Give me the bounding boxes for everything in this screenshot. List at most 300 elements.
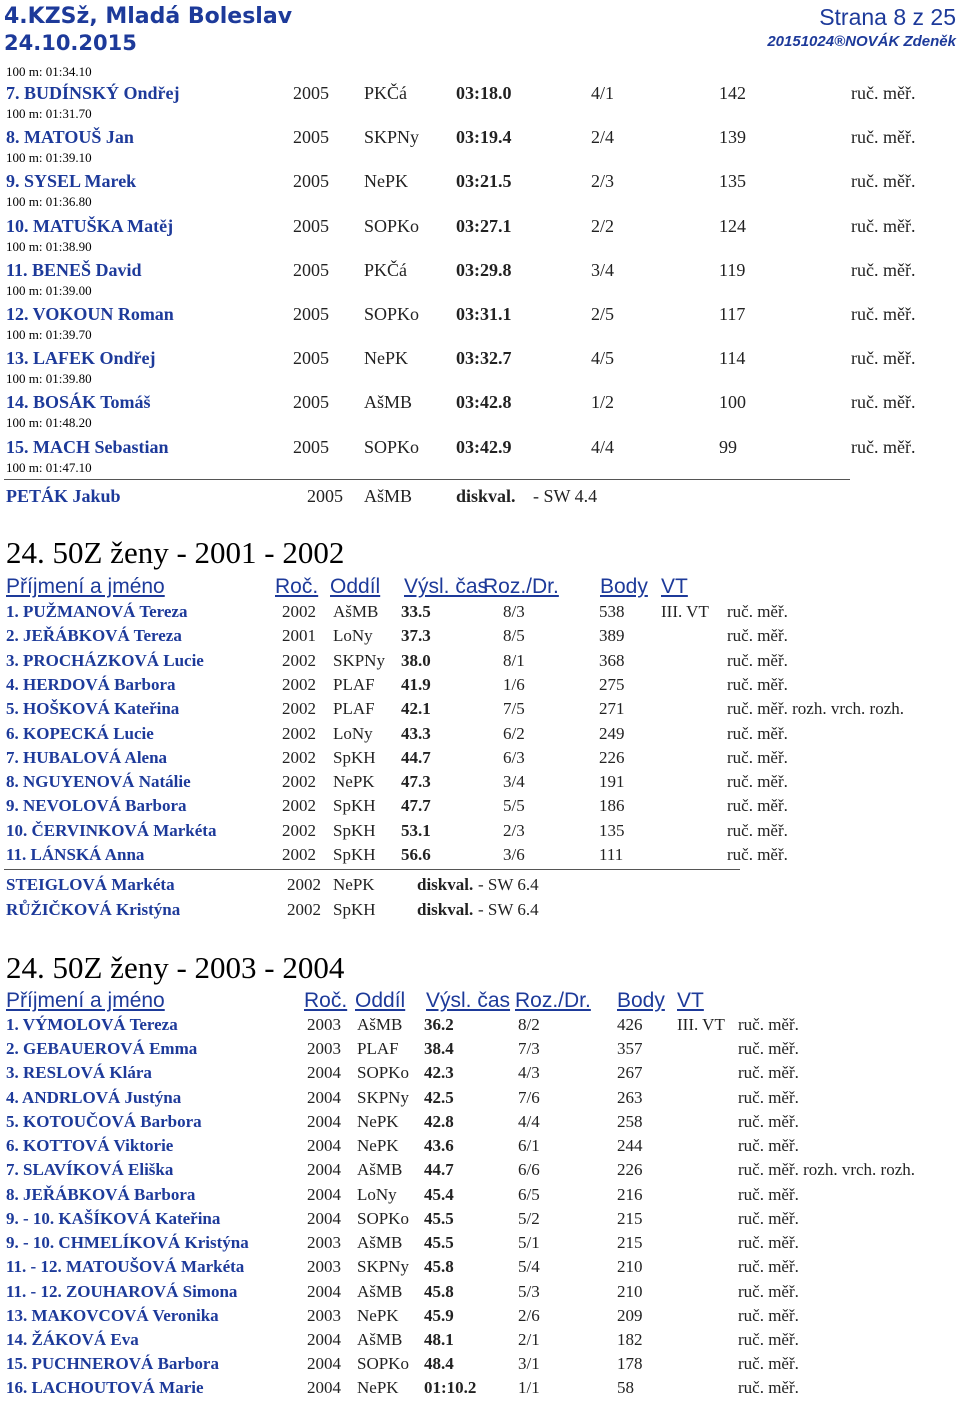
- club: SpKH: [333, 899, 376, 919]
- timing-note: ruč. měř.: [738, 1136, 799, 1156]
- header-heat: Roz./Dr.: [515, 989, 591, 1012]
- athlete-name: 1. VÝMOLOVÁ Tereza: [6, 1015, 178, 1034]
- result-row: [0, 437, 960, 461]
- heat-lane: 8/1: [503, 650, 525, 670]
- timing-note: ruč. měř. rozh. vrch. rozh.: [727, 699, 905, 719]
- birth-year: 2002: [287, 899, 321, 919]
- result-row: [0, 651, 960, 675]
- athlete-name: 5. KOTOUČOVÁ Barbora: [6, 1111, 202, 1131]
- birth-year: 2005: [293, 215, 329, 236]
- timing-note: ruč. měř.: [727, 602, 788, 621]
- section-title: 24. 50Z ženy - 2003 - 2004: [6, 950, 345, 985]
- header-year: Roč.: [275, 575, 319, 598]
- header-vt: VT: [661, 575, 688, 598]
- header-name: Příjmení a jméno: [6, 575, 165, 598]
- birth-year: 2005: [293, 436, 329, 457]
- timing-note: ruč. měř. rozh. vrch. rozh.: [738, 1160, 916, 1180]
- club: NePK: [357, 1111, 399, 1131]
- heat-lane: 3/4: [591, 259, 615, 280]
- result-row: [0, 1112, 960, 1136]
- result-time: 36.2: [424, 1015, 454, 1034]
- header-heat: Roz./Dr.: [483, 575, 559, 598]
- result-row: [0, 1378, 960, 1402]
- page-number: Strana 8 z 25: [819, 4, 956, 30]
- heat-lane: 5/3: [518, 1281, 540, 1301]
- points: 368: [599, 650, 625, 670]
- athlete-name: 7. SLAVÍKOVÁ Eliška: [6, 1160, 174, 1180]
- club: AšMB: [357, 1015, 403, 1034]
- club: LoNy: [333, 723, 373, 743]
- birth-year: 2005: [293, 304, 329, 324]
- timing-note: ruč. měř.: [738, 1039, 799, 1059]
- club: SOPKo: [357, 1063, 409, 1083]
- heat-lane: 2/6: [518, 1305, 540, 1325]
- timing-note: ruč. měř.: [851, 436, 916, 457]
- result-row: [0, 699, 960, 723]
- birth-year: 2004: [307, 1184, 341, 1204]
- athlete-name: 6. KOTTOVÁ Viktorie: [6, 1136, 174, 1156]
- performance-class: III. VT: [661, 602, 709, 621]
- birth-year: 2002: [282, 772, 316, 792]
- heat-lane: 2/5: [591, 304, 615, 324]
- result-row: [0, 845, 960, 869]
- header-vt: VT: [677, 989, 704, 1012]
- split-time: 100 m: 01:39.80: [6, 371, 92, 387]
- result-time: 42.3: [424, 1063, 454, 1083]
- event-date: 24.10.2015: [4, 31, 137, 55]
- athlete-name: 10. ČERVINKOVÁ Markéta: [6, 820, 217, 840]
- timing-note: ruč. měř.: [738, 1378, 799, 1398]
- result-row: [0, 772, 960, 796]
- athlete-name: 13. MAKOVCOVÁ Veronika: [6, 1305, 219, 1325]
- result-row: [0, 304, 960, 328]
- athlete-name: 8. MATOUŠ Jan: [6, 127, 134, 148]
- club: NePK: [364, 171, 408, 192]
- points: 135: [599, 820, 625, 840]
- birth-year: 2004: [307, 1087, 341, 1107]
- result-row: [0, 392, 960, 416]
- header-points: Body: [617, 989, 665, 1012]
- club: SKPNy: [357, 1087, 409, 1107]
- points: 210: [617, 1257, 643, 1277]
- result-time: 03:21.5: [456, 171, 512, 192]
- timing-note: ruč. měř.: [738, 1329, 799, 1349]
- birth-year: 2003: [307, 1015, 341, 1034]
- dq-reason: - SW 6.4: [478, 875, 539, 894]
- result-row: [0, 127, 960, 151]
- birth-year: 2005: [307, 486, 343, 506]
- birth-year: 2004: [307, 1111, 341, 1131]
- athlete-name: PETÁK Jakub: [6, 486, 121, 506]
- result-row: [0, 1233, 960, 1257]
- points: 191: [599, 772, 625, 792]
- header-name: Příjmení a jméno: [6, 989, 165, 1012]
- points: 114: [719, 348, 746, 369]
- heat-lane: 1/6: [503, 674, 525, 694]
- dq-row: [0, 486, 960, 510]
- points: 111: [599, 845, 624, 864]
- split-time: 100 m: 01:31.70: [6, 106, 92, 121]
- result-time: 03:31.1: [456, 304, 512, 324]
- heat-lane: 3/1: [518, 1354, 540, 1374]
- birth-year: 2004: [307, 1354, 341, 1374]
- result-row: [0, 1306, 960, 1330]
- timing-note: ruč. měř.: [738, 1063, 799, 1083]
- points: 139: [719, 127, 746, 148]
- result-row: [0, 602, 960, 626]
- split-time: 100 m: 01:39.10: [6, 150, 92, 166]
- result-row: [0, 171, 960, 195]
- result-row: [0, 216, 960, 240]
- result-time: 38.4: [424, 1039, 454, 1059]
- athlete-name: 11. BENEŠ David: [6, 259, 142, 280]
- points: 226: [617, 1160, 643, 1180]
- section-title: 24. 50Z ženy - 2001 - 2002: [6, 535, 345, 570]
- result-row: [0, 1063, 960, 1087]
- birth-year: 2002: [282, 699, 316, 719]
- heat-lane: 2/3: [503, 820, 525, 840]
- points: 215: [617, 1233, 643, 1253]
- result-time: 01:10.2: [424, 1378, 477, 1398]
- birth-year: 2002: [282, 747, 316, 767]
- timing-note: ruč. měř.: [727, 674, 788, 694]
- result-row: [0, 1209, 960, 1233]
- heat-lane: 2/1: [518, 1329, 540, 1349]
- heat-lane: 5/4: [518, 1257, 540, 1277]
- athlete-name: 12. VOKOUN Roman: [6, 304, 174, 324]
- result-time: 44.7: [424, 1160, 454, 1180]
- dq-row: [0, 875, 960, 899]
- timing-note: ruč. měř.: [851, 348, 916, 369]
- athlete-name: 9. SYSEL Marek: [6, 171, 137, 192]
- heat-lane: 7/6: [518, 1087, 540, 1107]
- athlete-name: 11. - 12. MATOUŠOVÁ Markéta: [6, 1257, 245, 1277]
- birth-year: 2004: [307, 1160, 341, 1180]
- dq-status: diskval.: [417, 899, 474, 919]
- split-time: 100 m: 01:34.10: [6, 64, 92, 79]
- athlete-name: 2. GEBAUEROVÁ Emma: [6, 1039, 198, 1059]
- points: 119: [719, 259, 746, 280]
- birth-year: 2002: [282, 723, 316, 743]
- result-row: [0, 1039, 960, 1063]
- result-row: [0, 626, 960, 650]
- split-time: 100 m: 01:47.10: [6, 459, 92, 475]
- athlete-name: 14. BOSÁK Tomáš: [6, 392, 151, 413]
- heat-lane: 6/1: [518, 1136, 540, 1156]
- result-time: 45.5: [424, 1208, 454, 1228]
- athlete-name: 15. MACH Sebastian: [6, 436, 169, 457]
- timing-note: ruč. měř.: [727, 820, 788, 840]
- result-row: [0, 724, 960, 748]
- dq-status: diskval.: [417, 875, 474, 894]
- heat-lane: 1/2: [591, 392, 615, 413]
- athlete-name: 10. MATUŠKA Matěj: [6, 215, 174, 236]
- result-time: 45.8: [424, 1257, 454, 1277]
- birth-year: 2005: [293, 348, 329, 369]
- result-row: [0, 1160, 960, 1184]
- timing-note: ruč. měř.: [851, 392, 916, 413]
- timing-note: ruč. měř.: [727, 796, 788, 816]
- timing-note: ruč. měř.: [738, 1184, 799, 1204]
- club: SOPKo: [364, 304, 420, 324]
- heat-lane: 2/3: [591, 171, 615, 192]
- heat-lane: 4/1: [591, 83, 615, 103]
- timing-note: ruč. měř.: [727, 747, 788, 767]
- result-time: 45.8: [424, 1281, 454, 1301]
- points: 271: [599, 699, 625, 719]
- result-time: 03:27.1: [456, 215, 512, 236]
- timing-note: ruč. měř.: [738, 1111, 799, 1131]
- timing-note: ruč. měř.: [727, 650, 788, 670]
- split-time: 100 m: 01:39.00: [6, 282, 92, 298]
- club: SOPKo: [364, 215, 420, 236]
- club: PLAF: [333, 674, 375, 694]
- timing-note: ruč. měř.: [851, 215, 916, 236]
- athlete-name: 5. HOŠKOVÁ Kateřina: [6, 699, 180, 719]
- result-time: 37.3: [401, 626, 431, 646]
- athlete-name: 13. LAFEK Ondřej: [6, 348, 156, 369]
- club: PKČá: [364, 83, 408, 103]
- club: SOPKo: [364, 436, 420, 457]
- heat-lane: 8/5: [503, 626, 525, 646]
- result-time: 42.1: [401, 699, 431, 719]
- club: SKPNy: [357, 1257, 409, 1277]
- result-row: [0, 1282, 960, 1306]
- table-header: [0, 989, 960, 1017]
- points: 244: [617, 1136, 643, 1156]
- club: AšMB: [357, 1233, 403, 1253]
- birth-year: 2005: [293, 171, 329, 192]
- heat-lane: 8/3: [503, 602, 525, 621]
- athlete-name: 4. ANDRLOVÁ Justýna: [6, 1087, 182, 1107]
- club: AšMB: [357, 1160, 403, 1180]
- heat-lane: 5/2: [518, 1208, 540, 1228]
- result-time: 42.8: [424, 1111, 454, 1131]
- timing-note: ruč. měř.: [738, 1015, 799, 1034]
- heat-lane: 4/4: [518, 1111, 540, 1131]
- separator-line: [4, 869, 740, 870]
- club: NePK: [357, 1378, 399, 1398]
- club: NePK: [357, 1136, 399, 1156]
- points: 258: [617, 1111, 643, 1131]
- heat-lane: 1/1: [518, 1378, 540, 1398]
- result-row: [0, 1257, 960, 1281]
- result-time: 48.4: [424, 1354, 454, 1374]
- club: AšMB: [357, 1281, 403, 1301]
- timing-note: ruč. měř.: [738, 1087, 799, 1107]
- result-time: 03:32.7: [456, 348, 512, 369]
- timing-note: ruč. měř.: [738, 1257, 799, 1277]
- birth-year: 2005: [293, 392, 329, 413]
- heat-lane: 3/4: [503, 772, 525, 792]
- athlete-name: RŮŽIČKOVÁ Kristýna: [6, 899, 181, 919]
- heat-lane: 5/5: [503, 796, 525, 816]
- points: 99: [719, 436, 737, 457]
- birth-year: 2003: [307, 1233, 341, 1253]
- result-row: [0, 675, 960, 699]
- split-time: 100 m: 01:36.80: [6, 194, 92, 210]
- athlete-name: 6. KOPECKÁ Lucie: [6, 723, 154, 743]
- split-time: 100 m: 01:38.90: [6, 238, 92, 254]
- athlete-name: 7. HUBALOVÁ Alena: [6, 747, 168, 767]
- points: 117: [719, 304, 746, 324]
- points: 142: [719, 83, 746, 103]
- athlete-name: 16. LACHOUTOVÁ Marie: [6, 1378, 204, 1398]
- header-club: Oddíl: [355, 989, 406, 1012]
- birth-year: 2002: [282, 820, 316, 840]
- points: 178: [617, 1354, 643, 1374]
- timing-note: ruč. měř.: [851, 259, 916, 280]
- club: NePK: [357, 1305, 399, 1325]
- result-time: 03:42.9: [456, 436, 512, 457]
- result-row: [0, 1330, 960, 1354]
- result-row: [0, 1015, 960, 1039]
- header-club: Oddíl: [330, 575, 381, 598]
- event-title: 4.KZSž, Mladá Boleslav: [4, 4, 293, 29]
- result-time: 45.9: [424, 1305, 454, 1325]
- result-time: 47.3: [401, 772, 431, 792]
- birth-year: 2004: [307, 1378, 341, 1398]
- heat-lane: 4/5: [591, 348, 615, 369]
- timing-note: ruč. měř.: [738, 1233, 799, 1253]
- heat-lane: 4/3: [518, 1063, 540, 1083]
- club: SOPKo: [357, 1208, 409, 1228]
- athlete-name: 9. - 10. KAŠÍKOVÁ Kateřina: [6, 1208, 221, 1228]
- print-stamp: 20151024®NOVÁK Zdeněk: [767, 33, 956, 50]
- dq-reason: - SW 6.4: [478, 899, 539, 919]
- points: 389: [599, 626, 625, 646]
- birth-year: 2005: [293, 127, 329, 148]
- timing-note: ruč. měř.: [851, 304, 916, 324]
- result-time: 03:19.4: [456, 127, 512, 148]
- club: AšMB: [364, 486, 413, 506]
- heat-lane: 6/6: [518, 1160, 540, 1180]
- result-time: 41.9: [401, 674, 431, 694]
- points: 263: [617, 1087, 643, 1107]
- result-row: [0, 1136, 960, 1160]
- performance-class: III. VT: [677, 1015, 725, 1034]
- timing-note: ruč. měř.: [738, 1208, 799, 1228]
- points: 100: [719, 392, 746, 413]
- points: 135: [719, 171, 746, 192]
- timing-note: ruč. měř.: [727, 723, 788, 743]
- timing-note: ruč. měř.: [851, 83, 916, 103]
- athlete-name: 1. PUŽMANOVÁ Tereza: [6, 602, 188, 621]
- birth-year: 2004: [307, 1281, 341, 1301]
- club: LoNy: [333, 626, 373, 646]
- heat-lane: 6/5: [518, 1184, 540, 1204]
- club: PLAF: [333, 699, 375, 719]
- athlete-name: 14. ŽÁKOVÁ Eva: [6, 1329, 139, 1349]
- heat-lane: 6/2: [503, 723, 525, 743]
- club: NePK: [364, 348, 408, 369]
- heat-lane: 5/1: [518, 1233, 540, 1253]
- points: 215: [617, 1208, 643, 1228]
- result-time: 03:18.0: [456, 83, 512, 103]
- club: SpKH: [333, 820, 376, 840]
- result-row: [0, 348, 960, 372]
- result-time: 44.7: [401, 747, 431, 767]
- result-time: 43.6: [424, 1136, 454, 1156]
- athlete-name: 9. NEVOLOVÁ Barbora: [6, 796, 187, 816]
- points: 182: [617, 1329, 643, 1349]
- athlete-name: STEIGLOVÁ Markéta: [6, 875, 175, 894]
- header-points: Body: [600, 575, 648, 598]
- timing-note: ruč. měř.: [851, 127, 916, 148]
- timing-note: ruč. měř.: [738, 1305, 799, 1325]
- birth-year: 2004: [307, 1063, 341, 1083]
- result-time: 38.0: [401, 650, 431, 670]
- result-time: 03:29.8: [456, 259, 512, 280]
- birth-year: 2004: [307, 1136, 341, 1156]
- club: SKPNy: [333, 650, 385, 670]
- heat-lane: 7/3: [518, 1039, 540, 1059]
- timing-note: ruč. měř.: [738, 1354, 799, 1374]
- athlete-name: 11. LÁNSKÁ Anna: [6, 845, 145, 864]
- birth-year: 2002: [287, 875, 321, 894]
- result-row: [0, 1088, 960, 1112]
- result-time: 45.4: [424, 1184, 454, 1204]
- points: 249: [599, 723, 625, 743]
- result-row: [0, 796, 960, 820]
- club: SOPKo: [357, 1354, 409, 1374]
- birth-year: 2002: [282, 650, 316, 670]
- athlete-name: 11. - 12. ZOUHAROVÁ Simona: [6, 1281, 238, 1301]
- heat-lane: 7/5: [503, 699, 525, 719]
- points: 226: [599, 747, 625, 767]
- points: 186: [599, 796, 625, 816]
- result-time: 45.5: [424, 1233, 454, 1253]
- header-time: Výsl. čas: [404, 575, 489, 598]
- athlete-name: 4. HERDOVÁ Barbora: [6, 674, 176, 694]
- result-time: 47.7: [401, 796, 431, 816]
- heat-lane: 6/3: [503, 747, 525, 767]
- club: SpKH: [333, 796, 376, 816]
- points: 124: [719, 215, 746, 236]
- club: SKPNy: [364, 127, 420, 148]
- club: SpKH: [333, 845, 376, 864]
- points: 538: [599, 602, 625, 621]
- club: LoNy: [357, 1184, 397, 1204]
- result-time: 33.5: [401, 602, 431, 621]
- birth-year: 2003: [307, 1257, 341, 1277]
- birth-year: 2001: [282, 626, 316, 646]
- points: 426: [617, 1015, 643, 1034]
- club: AšMB: [333, 602, 379, 621]
- points: 357: [617, 1039, 643, 1059]
- birth-year: 2002: [282, 845, 316, 864]
- timing-note: ruč. měř.: [727, 772, 788, 792]
- result-row: [0, 1354, 960, 1378]
- athlete-name: 8. NGUYENOVÁ Natálie: [6, 772, 191, 792]
- birth-year: 2003: [307, 1039, 341, 1059]
- header-time: Výsl. čas: [426, 989, 511, 1012]
- table-header: [0, 575, 960, 603]
- result-time: 42.5: [424, 1087, 454, 1107]
- club: NePK: [333, 772, 375, 792]
- club: PKČá: [364, 259, 408, 280]
- split-time: 100 m: 01:39.70: [6, 327, 92, 342]
- club: NePK: [333, 875, 375, 894]
- athlete-name: 2. JEŘÁBKOVÁ Tereza: [6, 626, 182, 646]
- athlete-name: 7. BUDÍNSKÝ Ondřej: [6, 83, 180, 103]
- timing-note: ruč. měř.: [738, 1281, 799, 1301]
- result-row: [0, 748, 960, 772]
- athlete-name: 3. RESLOVÁ Klára: [6, 1063, 152, 1083]
- result-time: 43.3: [401, 723, 431, 743]
- club: SpKH: [333, 747, 376, 767]
- athlete-name: 9. - 10. CHMELÍKOVÁ Kristýna: [6, 1233, 249, 1253]
